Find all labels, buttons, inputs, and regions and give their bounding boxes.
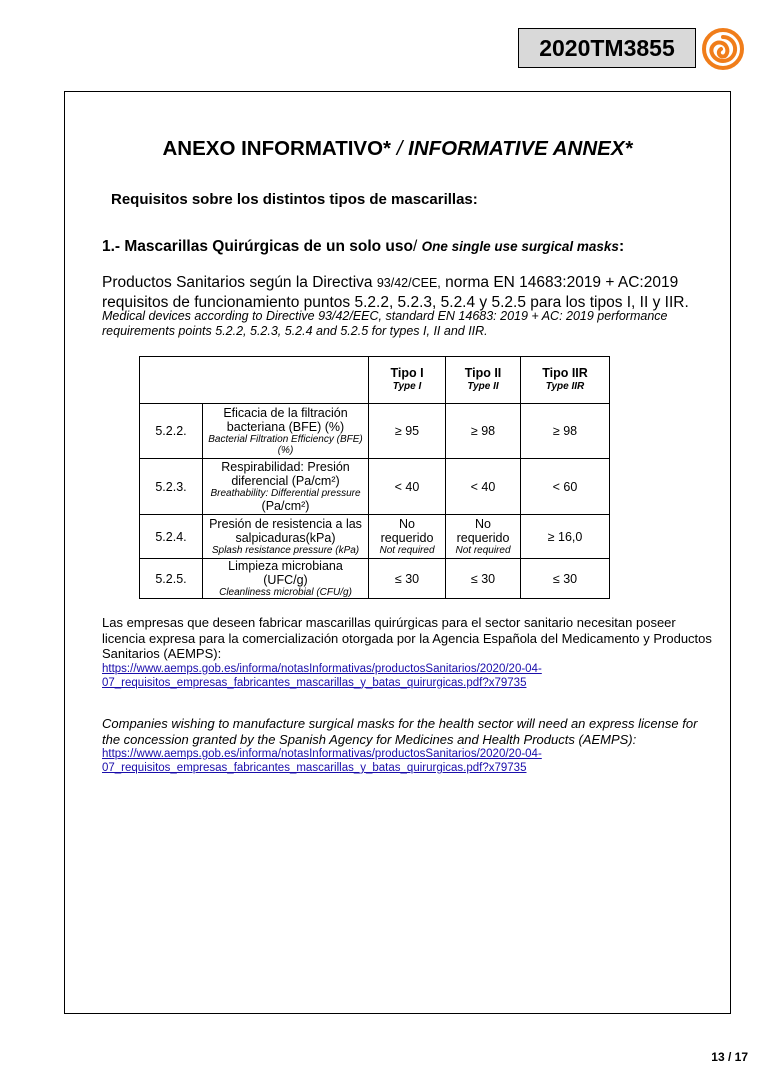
row-type2-es: No requerido xyxy=(456,517,510,545)
row-desc-en: Splash resistance pressure (kPa) xyxy=(211,545,360,556)
section-en: One single use surgical masks xyxy=(421,239,619,254)
title-en: INFORMATIVE ANNEX* xyxy=(408,137,633,160)
header-type2-es: Tipo II xyxy=(464,366,502,380)
subtitle: Requisitos sobre los distintos tipos de mascarillas: xyxy=(111,191,478,208)
license-text-en: Companies wishing to manufacture surgical masks for the health sector will need an express license for the concession granted by the Spanish Agency for Medicines and Health Products (AEMPS): xyxy=(102,716,698,747)
table-header-blank xyxy=(140,357,369,404)
header-type3-en: Type IIR xyxy=(545,381,585,392)
header-type1-en: Type I xyxy=(392,381,422,392)
title-separator: / xyxy=(391,137,409,160)
table-header-type1 xyxy=(369,357,446,404)
header-type3-es: Tipo IIR xyxy=(542,366,588,380)
row-code: 5.2.3. xyxy=(140,459,203,515)
row-desc-en: Cleanliness microbial (CFU/g) xyxy=(219,587,352,598)
table-row xyxy=(140,515,610,559)
row-desc-es: Respirabilidad: Presión diferencial (Pa/cm²) xyxy=(221,460,350,488)
intro-es xyxy=(102,273,712,312)
section-heading xyxy=(102,238,624,256)
document-code: 2020TM3855 xyxy=(539,34,675,61)
table-row xyxy=(140,404,610,459)
row-type1-value: < 40 xyxy=(369,459,446,515)
section-es: 1.- Mascarillas Quirúrgicas de un solo uso xyxy=(102,238,413,255)
table-row xyxy=(140,559,610,599)
row-type1-en: Not required xyxy=(379,545,435,556)
row-type2-value: ≤ 30 xyxy=(446,559,521,599)
row-type1-es: No requerido xyxy=(380,517,434,545)
header-type1-es: Tipo I xyxy=(390,366,424,380)
row-desc-es: Limpieza microbiana (UFC/g) xyxy=(228,559,343,587)
row-type2-value: ≥ 98 xyxy=(446,404,521,459)
row-type1-value: ≥ 95 xyxy=(369,404,446,459)
row-type3-value: ≤ 30 xyxy=(521,559,610,599)
row-type2-en: Not required xyxy=(455,545,511,556)
row-type2-value: < 40 xyxy=(446,459,521,515)
row-description xyxy=(203,459,369,515)
intro-es-part1: Productos Sanitarios según la Directiva xyxy=(102,274,377,291)
row-type1-value: ≤ 30 xyxy=(369,559,446,599)
page-number: 13 / 17 xyxy=(711,1050,748,1064)
table-header-type3 xyxy=(521,357,610,404)
row-desc-en-unit: (Pa/cm²) xyxy=(261,499,310,513)
license-paragraph-es xyxy=(102,615,712,690)
aemps-link-es-line1[interactable]: https://www.aemps.gob.es/informa/notasInformativas/productosSanitarios/2020/20-04- xyxy=(102,662,542,675)
requirements-table xyxy=(139,356,610,599)
row-type3-value: ≥ 16,0 xyxy=(521,515,610,559)
header-type2-en: Type II xyxy=(467,381,499,392)
row-description xyxy=(203,404,369,459)
aemps-link-en-line2[interactable]: 07_requisitos_empresas_fabricantes_mascarillas_y_batas_quirurgicas.pdf?x79735 xyxy=(102,762,527,774)
document-code-box xyxy=(518,28,696,68)
row-code: 5.2.4. xyxy=(140,515,203,559)
table-row xyxy=(140,459,610,515)
section-colon: : xyxy=(618,238,625,255)
row-code: 5.2.2. xyxy=(140,404,203,459)
intro-en: Medical devices according to Directive 93/42/EEC, standard EN 14683: 2019 + AC: 2019 performance requirements points 5.2.2, 5.2.3, 5.2.4 and 5.2.5 for types I, II and IIR. xyxy=(102,309,668,338)
row-code: 5.2.5. xyxy=(140,559,203,599)
aemps-link-es-line2[interactable]: 07_requisitos_empresas_fabricantes_mascarillas_y_batas_quirurgicas.pdf?x79735 xyxy=(102,676,527,689)
row-desc-en: Breathability: Differential pressure xyxy=(210,488,361,499)
row-desc-es: Presión de resistencia a las salpicaduras(kPa) xyxy=(209,517,362,545)
row-type2-value xyxy=(446,515,521,559)
row-desc-en: Bacterial Filtration Efficiency (BFE) (%) xyxy=(208,434,363,456)
table-header-type2 xyxy=(446,357,521,404)
section-separator: / xyxy=(412,238,422,255)
row-desc-es: Eficacia de la filtración bacteriana (BFE) (%) xyxy=(223,406,348,434)
row-type3-value: ≥ 98 xyxy=(521,404,610,459)
row-description xyxy=(203,515,369,559)
aemps-link-en-line1[interactable]: https://www.aemps.gob.es/informa/notasInformativas/productosSanitarios/2020/20-04- xyxy=(102,748,542,760)
orange-spiral-icon xyxy=(702,28,744,70)
intro-directive: 93/42/CEE, xyxy=(376,276,441,290)
title-es: ANEXO INFORMATIVO* xyxy=(162,137,392,160)
page-title xyxy=(64,137,731,161)
intro-es-part2: norma EN 14683:2019 + AC:2019 requisitos de funcionamiento puntos 5.2.2, 5.2.3, 5.2.4 y 5.2.5 para los tipos I, II y IIR. xyxy=(102,274,689,311)
license-paragraph-en xyxy=(102,716,712,775)
row-description xyxy=(203,559,369,599)
row-type1-value xyxy=(369,515,446,559)
license-text-es: Las empresas que deseen fabricar mascarillas quirúrgicas para el sector sanitario necesitan poseer licencia expresa para la comercialización otorgada por la Agencia Española del Medicamento y Productos Sanitarios (AEMPS): xyxy=(102,615,712,661)
row-type3-value: < 60 xyxy=(521,459,610,515)
table-header-row xyxy=(140,357,610,404)
